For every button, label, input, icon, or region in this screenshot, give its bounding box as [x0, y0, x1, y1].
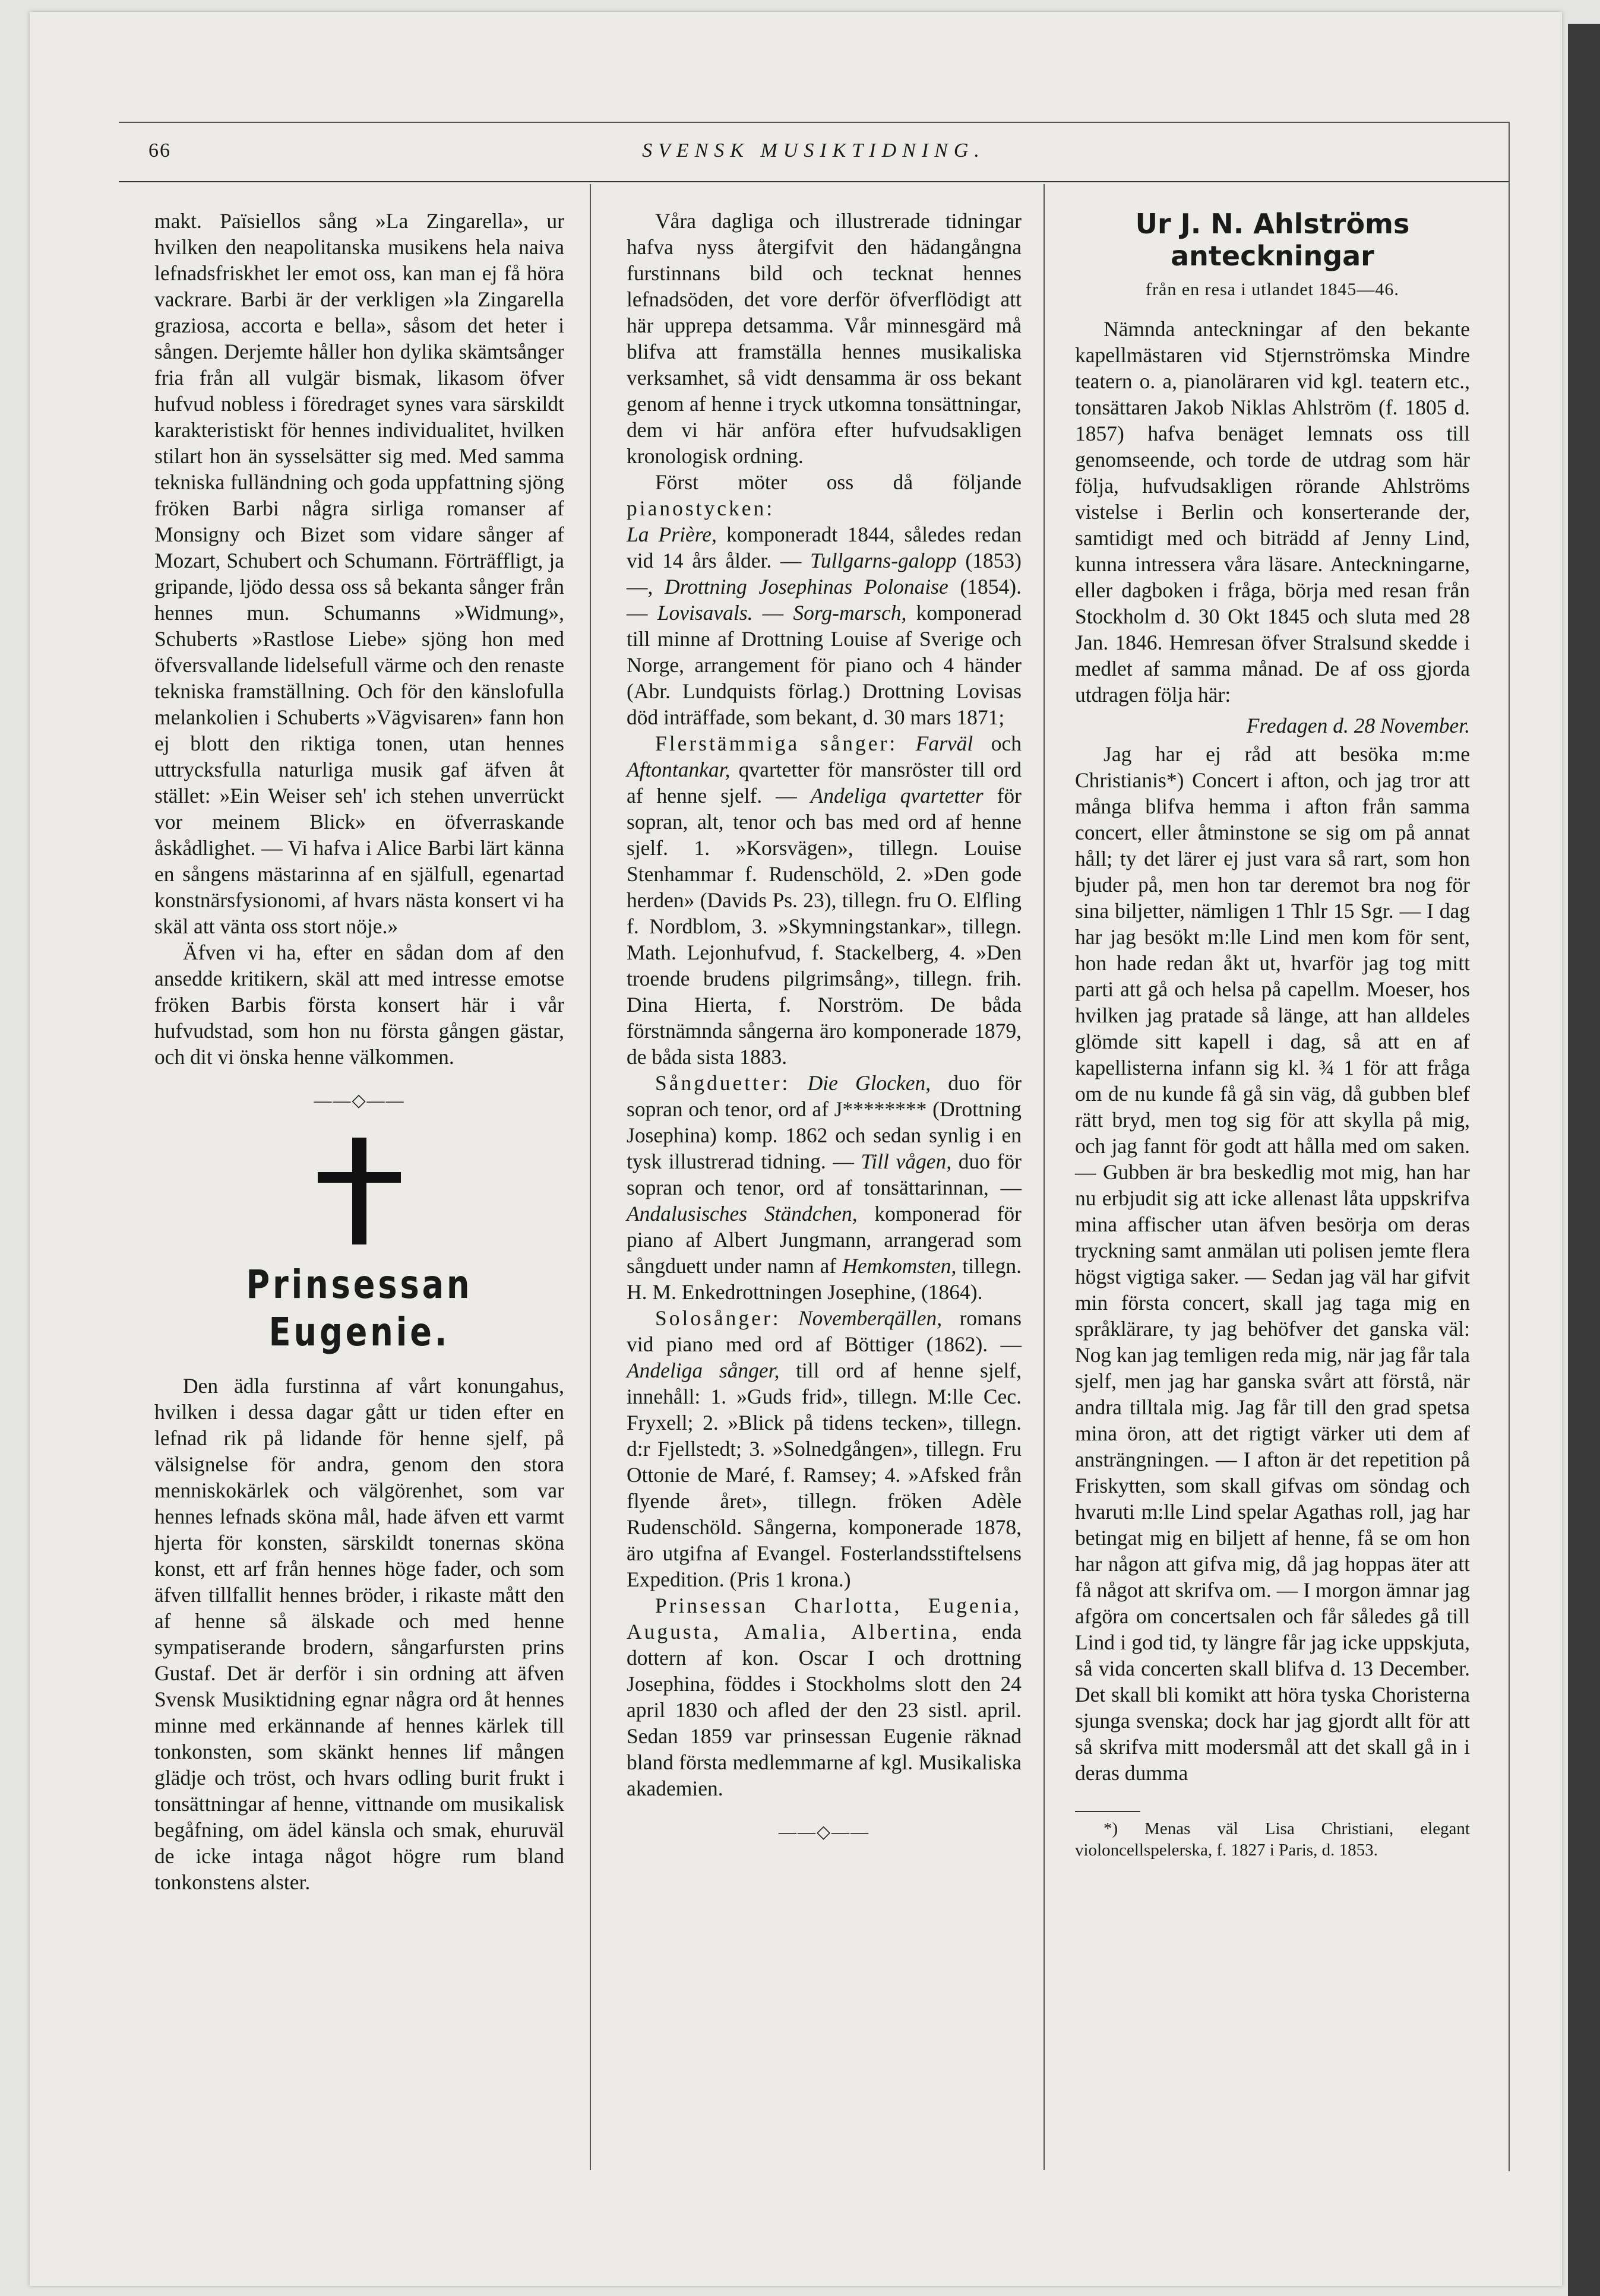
- work-title: Sorg-marsch,: [793, 601, 907, 625]
- obituary-title: Prinsessan Eugenie.: [246, 1262, 473, 1355]
- running-header: [119, 134, 1509, 181]
- biography: [627, 1592, 1022, 1801]
- piano-works: [627, 521, 1022, 730]
- work-text: tillegn. H. M. Enkedrottningen Josephine, (1864).: [627, 1254, 1022, 1304]
- work-title: Die Glocken,: [807, 1071, 931, 1095]
- column-rule-2: [1044, 184, 1045, 2170]
- work-title: Andeliga sånger,: [627, 1358, 780, 1382]
- obituary-text: Den ädla furstinna af vårt konungahus, hvilken i dessa dagar gått ur tiden efter en lefnad rik på lidande för henne sjelf, på välsignelse för andra, genom den stora menniskokärlek och välgörenhet, som var hennes lefnads sköna mål, hade äfven ett varmt hjerta för konsten, särskildt tonernas sköna konst, ett arf från hennes höge fader, och som äfven tillfallit hennes bröder, i rikaste mått den af henne så älskade och med henne sympatiserande brodern, sångarfursten prins Gustaf. Det är derför i sin ordning att äfven Svensk Musiktidning egnar några ord åt hennes minne med erkännande af hennes kärlek till tonkonsten, som skänkt hennes lif mången glädje och tröst, och hvars odling burit frukt i tonsättningar af henne, vittnande om musikalisk begåfning, om ädel känsla och smak, ehuruväl de icke intaga något högre rum bland tonkonstens alster.: [154, 1374, 564, 1894]
- work-text: till ord af henne sjelf, innehåll: 1. »Guds frid», tillegn. M:lle Cec. Fryxell; 2. »Blick på tidens tecken», tillegn. d:r Fjellstedt; 3. »Solnedgången», tillegn. Fru Ottonie de Maré, f. Ramsey; 4. »Afsked från flyende året», tillegn. fröken Adèle Rudenschöld. Sångerna, komponerade 1878, äro utgifna af Evangel. Fosterlandsstiftelsens Expedition. (Pris 1 krona.): [627, 1358, 1022, 1591]
- work-title: Andalusisches Ständchen,: [627, 1202, 858, 1225]
- duets: [627, 1070, 1022, 1305]
- article-subtitle: från en resa i utlandet 1845—46.: [1146, 280, 1399, 299]
- work-title: Aftontankar,: [627, 758, 731, 781]
- part-songs-heading: Flerstämmiga sånger:: [655, 731, 898, 755]
- review-closing: Äfven vi ha, efter en sådan dom af den ansedde kritikern, skäl att med intresse emotse fröken Barbis första konsert här i vår hufvudstad, som hon nu första gången gästar, och dit vi önska henne välkommen.: [154, 940, 564, 1069]
- piano-heading: pianostycken:: [627, 496, 775, 520]
- diary-entry: Jag har ej råd att besöka m:me Christianis*) Concert i afton, och jag tror att många blifva hemma i afton från samma concert, eller åtminstone se sig om på annat håll; ty det lärer ej just vara så rart, som hon bjuder på, men hon tar deremot bra nog för sina biljetter, nämligen 1 Thlr 15 Sgr. — I dag har jag besökt m:lle Lind men kom för sent, hon hade redan åkt ut, hvarför jag tog mitt parti att gå och helsa på capellm. Moeser, hos hvilken jag pratade så länge, att han alldeles glömde sitt kapell i dag, så att en af kapellisterna infann sig kl. ¾ 1 för att fråga om de nu kunde få gå sin väg, då gubben blef rätt bryd, men tog sig för att skylla på mig, och jag fannt för godt att hålla med om saken. — Gubben är bra beskedlig mot mig, han har nu erbjudit sig att icke allenast låta uppskrifva mina affischer utan äfven besörja om deras tryckning samt anmälan uti polisen jemte flera högst vigtiga saker. — Sedan jag väl har gifvit min första concert, skall jag taga mig en språklärare, ty jag behöfver det ganska väl: Nog kan jag temligen reda mig, när jag får tala sjelf, men jag har ganska svårt att förstå, när andra tilltala mig. Jag får till den grad spetsa mina öron, att det rigtigt värker uti dem af ansträngningen. — I afton är det repetition på Friskytten, som skall gifvas om söndag och hvaruti m:lle Lind spelar Agathas roll, jag har betingat mig en biljett af henne, få se om hon har någon att gifva mig, då jag hoppas äter att få något att skrifva om. — I morgon ämnar jag afgöra om concertsalen och får således gå till Lind i god tid, ty längre får jag icke uppskjuta, så vida concerten skall blifva d. 13 December. Det skall bli komikt att höra tyska Choristerna sjunga svenska; dock har jag gjordt allt för att så skrifva mitt modersmål att det skall gå in i deras dumma: [1075, 742, 1470, 1785]
- column-rule-1: [590, 184, 591, 2170]
- duets-heading: Sångduetter:: [655, 1071, 790, 1095]
- work-text: komponeradt 1844, således redan vid 14 års ålder. —: [627, 522, 1022, 572]
- work-text: (1854). —: [627, 575, 1022, 625]
- piano-intro-text: Först möter oss då följande: [655, 470, 1022, 494]
- work-text: för sopran, alt, tenor och bas med ord af henne sjelf. 1. »Korsvägen», tillegn. Louise Stenhammar f. Rudenschöld, 2. »Den gode herden» (Davids Ps. 23), tillegn. fru O. Elfling f. Nordblom, 3. »Skymningstankar», tillegn. Math. Lejonhufvud, f. Stackelberg, 4. »Den troende brudens pilgrimsång», tillegn. frih. Dina Hierta, f. Norström. De båda förstnämnda sångerna äro komponerade 1879, de båda sista 1883.: [627, 784, 1022, 1069]
- running-title: SVENSK MUSIKTIDNING.: [642, 140, 985, 161]
- work-text: romans vid piano med ord af Böttiger (1862). —: [627, 1306, 1022, 1356]
- princess-full-name: Prinsessan Charlotta, Eugenia, Augusta, Amalia, Albertina,: [627, 1594, 1022, 1643]
- solo-songs: [627, 1305, 1022, 1592]
- footnote: *) Menas väl Lisa Christiani, elegant violoncellspelerska, f. 1827 i Paris, d. 1853.: [1075, 1819, 1470, 1860]
- work-title: La Prière,: [627, 522, 717, 546]
- article-title: Ur J. N. Ahlströms anteckningar: [1135, 208, 1410, 272]
- work-title: Drottning Josephinas Polonaise: [665, 575, 948, 598]
- work-title: Till vågen,: [861, 1149, 952, 1173]
- piano-intro: [627, 469, 1022, 521]
- review-continuation: makt. Païsiellos sång »La Zingarella», ur hvilken den neapolitanska musikens hela naiva lefnadsfriskhet ler emot oss, kan man ej få höra vackrare. Barbi är der verkligen »la Zingarella graziosa, accorta e bella», såsom det heter i sången. Derjemte håller hon dylika skämtsånger fria från all vulgär bismak, likasom öfver hufvud nobless i föredraget synes vara särskildt karakteristiskt för hennes individualitet, hvilken stilart hon än sysselsätter sig med. Med samma tekniska fulländning och goda uppfattning sjöng fröken Barbi några sirliga romanser af Monsigny och Bizet som vidare sånger af Mozart, Schubert och Schumann. Förträffligt, ja gripande, ljödo dessa oss så bekanta sånger från hennes mun. Schumanns »Widmung», Schuberts »Rastlose Liebe» sjöng hon med öfversvallande lidelsefull värme och den renaste tekniska framställning. Och för den känslofulla melankolien i Schuberts »Vägvisaren» fann hon ej blott den riktiga tonen, utan hennes uttrycksfulla naturliga musik gaf äfven åt stället: »Ein Weiser seh' ich stehen unverrückt vor meinem Blick» en öfverraskande åskådlighet. — Vi hafva i Alice Barbi lärt känna en sångens mästarinna af en själfull, egenartad konstnärsfysionomi, af hvars nästa konsert vi ha skäl att vänta oss stort nöje.»: [154, 209, 564, 938]
- work-text: komponerad för piano af Albert Jungmann, arrangerad som sångduett under namn af: [627, 1202, 1022, 1278]
- work-text: duo för sopran och tenor, ord af J******** (Drottning Josephina) komp. 1862 och sedan synlig i en tysk illustrerad tidning. —: [627, 1071, 1022, 1173]
- page-number: 66: [148, 140, 171, 161]
- biography-text: enda dottern af kon. Oscar I och drottning Josephina, föddes i Stockholms slott den 24 april 1830 och afled der den 23 sistl. april. Sedan 1859 var prinsessan Eugenie räknad bland första medlemmarne af kgl. Musikaliska akademien.: [627, 1620, 1022, 1800]
- work-text: —: [752, 601, 793, 625]
- work-title: Lovisavals.: [657, 601, 753, 625]
- work-text: qvartetter för mansröster till ord af henne sjelf. —: [627, 758, 1022, 807]
- obituary-continued: Våra dagliga och illustrerade tidningar hafva nyss återgifvit den hädangångna furstinnans bild och tecknat hennes lefnadsöden, det vore derför öfverflödigt att här upprepa detsamma. Vår minnesgärd må blifva att framställa hennes musikaliska verksamhet, så vidt densamma är oss bekant genom af henne i tryck utkomna tonsättningar, dem vi här anföra efter hufvudsakligen kronologisk ordning.: [627, 209, 1022, 468]
- work-text: och: [973, 731, 1022, 755]
- section-ornament: ——◇——: [778, 1822, 870, 1842]
- work-title: Novemberqällen,: [798, 1306, 943, 1330]
- part-songs: [627, 730, 1022, 1070]
- work-text: (1853) —,: [627, 549, 1022, 598]
- column-1: [154, 208, 564, 1895]
- header-rule: [119, 181, 1509, 182]
- work-text: duo för sopran och tenor, ord af tonsättarinnan, —: [627, 1149, 1022, 1199]
- article-intro: Nämnda anteckningar af den bekante kapellmästaren vid Stjernströmska Mindre teatern o. a, pianoläraren vid kgl. teatern etc., tonsättaren Jakob Niklas Ahlström (f. 1805 d. 1857) hafva benäget lemnats oss till genomseende, och torde de utdrag som här följa, hufvudsakligen rörande Ahlströms vistelse i Berlin och konserterande der, samtidigt med och biträdd af Jenny Lind, kunna intressera våra läsare. Anteckningarne, eller dagboken i fråga, börja med resan från Stockholm d. 30 Okt 1845 och sluta med 28 Jan. 1846. Hemresan öfver Stralsund skedde i medlet af samma månad. De af oss gjorda utdragen följa här:: [1075, 317, 1470, 707]
- work-title: Hemkomsten,: [842, 1254, 957, 1278]
- page-edge-shadow: [1568, 24, 1600, 2296]
- solo-songs-heading: Solosånger:: [655, 1306, 781, 1330]
- column-3: [1075, 208, 1470, 1861]
- column-2: [627, 208, 1022, 1861]
- cross-icon: [154, 1138, 564, 1250]
- footnote-rule: [1075, 1811, 1140, 1812]
- work-title: Tullgarns-galopp: [810, 549, 957, 572]
- work-title: Andeliga qvartetter: [810, 784, 984, 807]
- diary-date: Fredagen d. 28 November.: [1246, 714, 1470, 737]
- work-text: komponerad till minne af Drottning Louise af Sverige och Norge, arrangement för piano och 4 händer (Abr. Lundquists förlag.) Drottning Lovisas död inträffade, som bekant, d. 30 mars 1871;: [627, 601, 1022, 729]
- work-title: Farväl: [915, 731, 973, 755]
- section-ornament: ——◇——: [314, 1091, 405, 1110]
